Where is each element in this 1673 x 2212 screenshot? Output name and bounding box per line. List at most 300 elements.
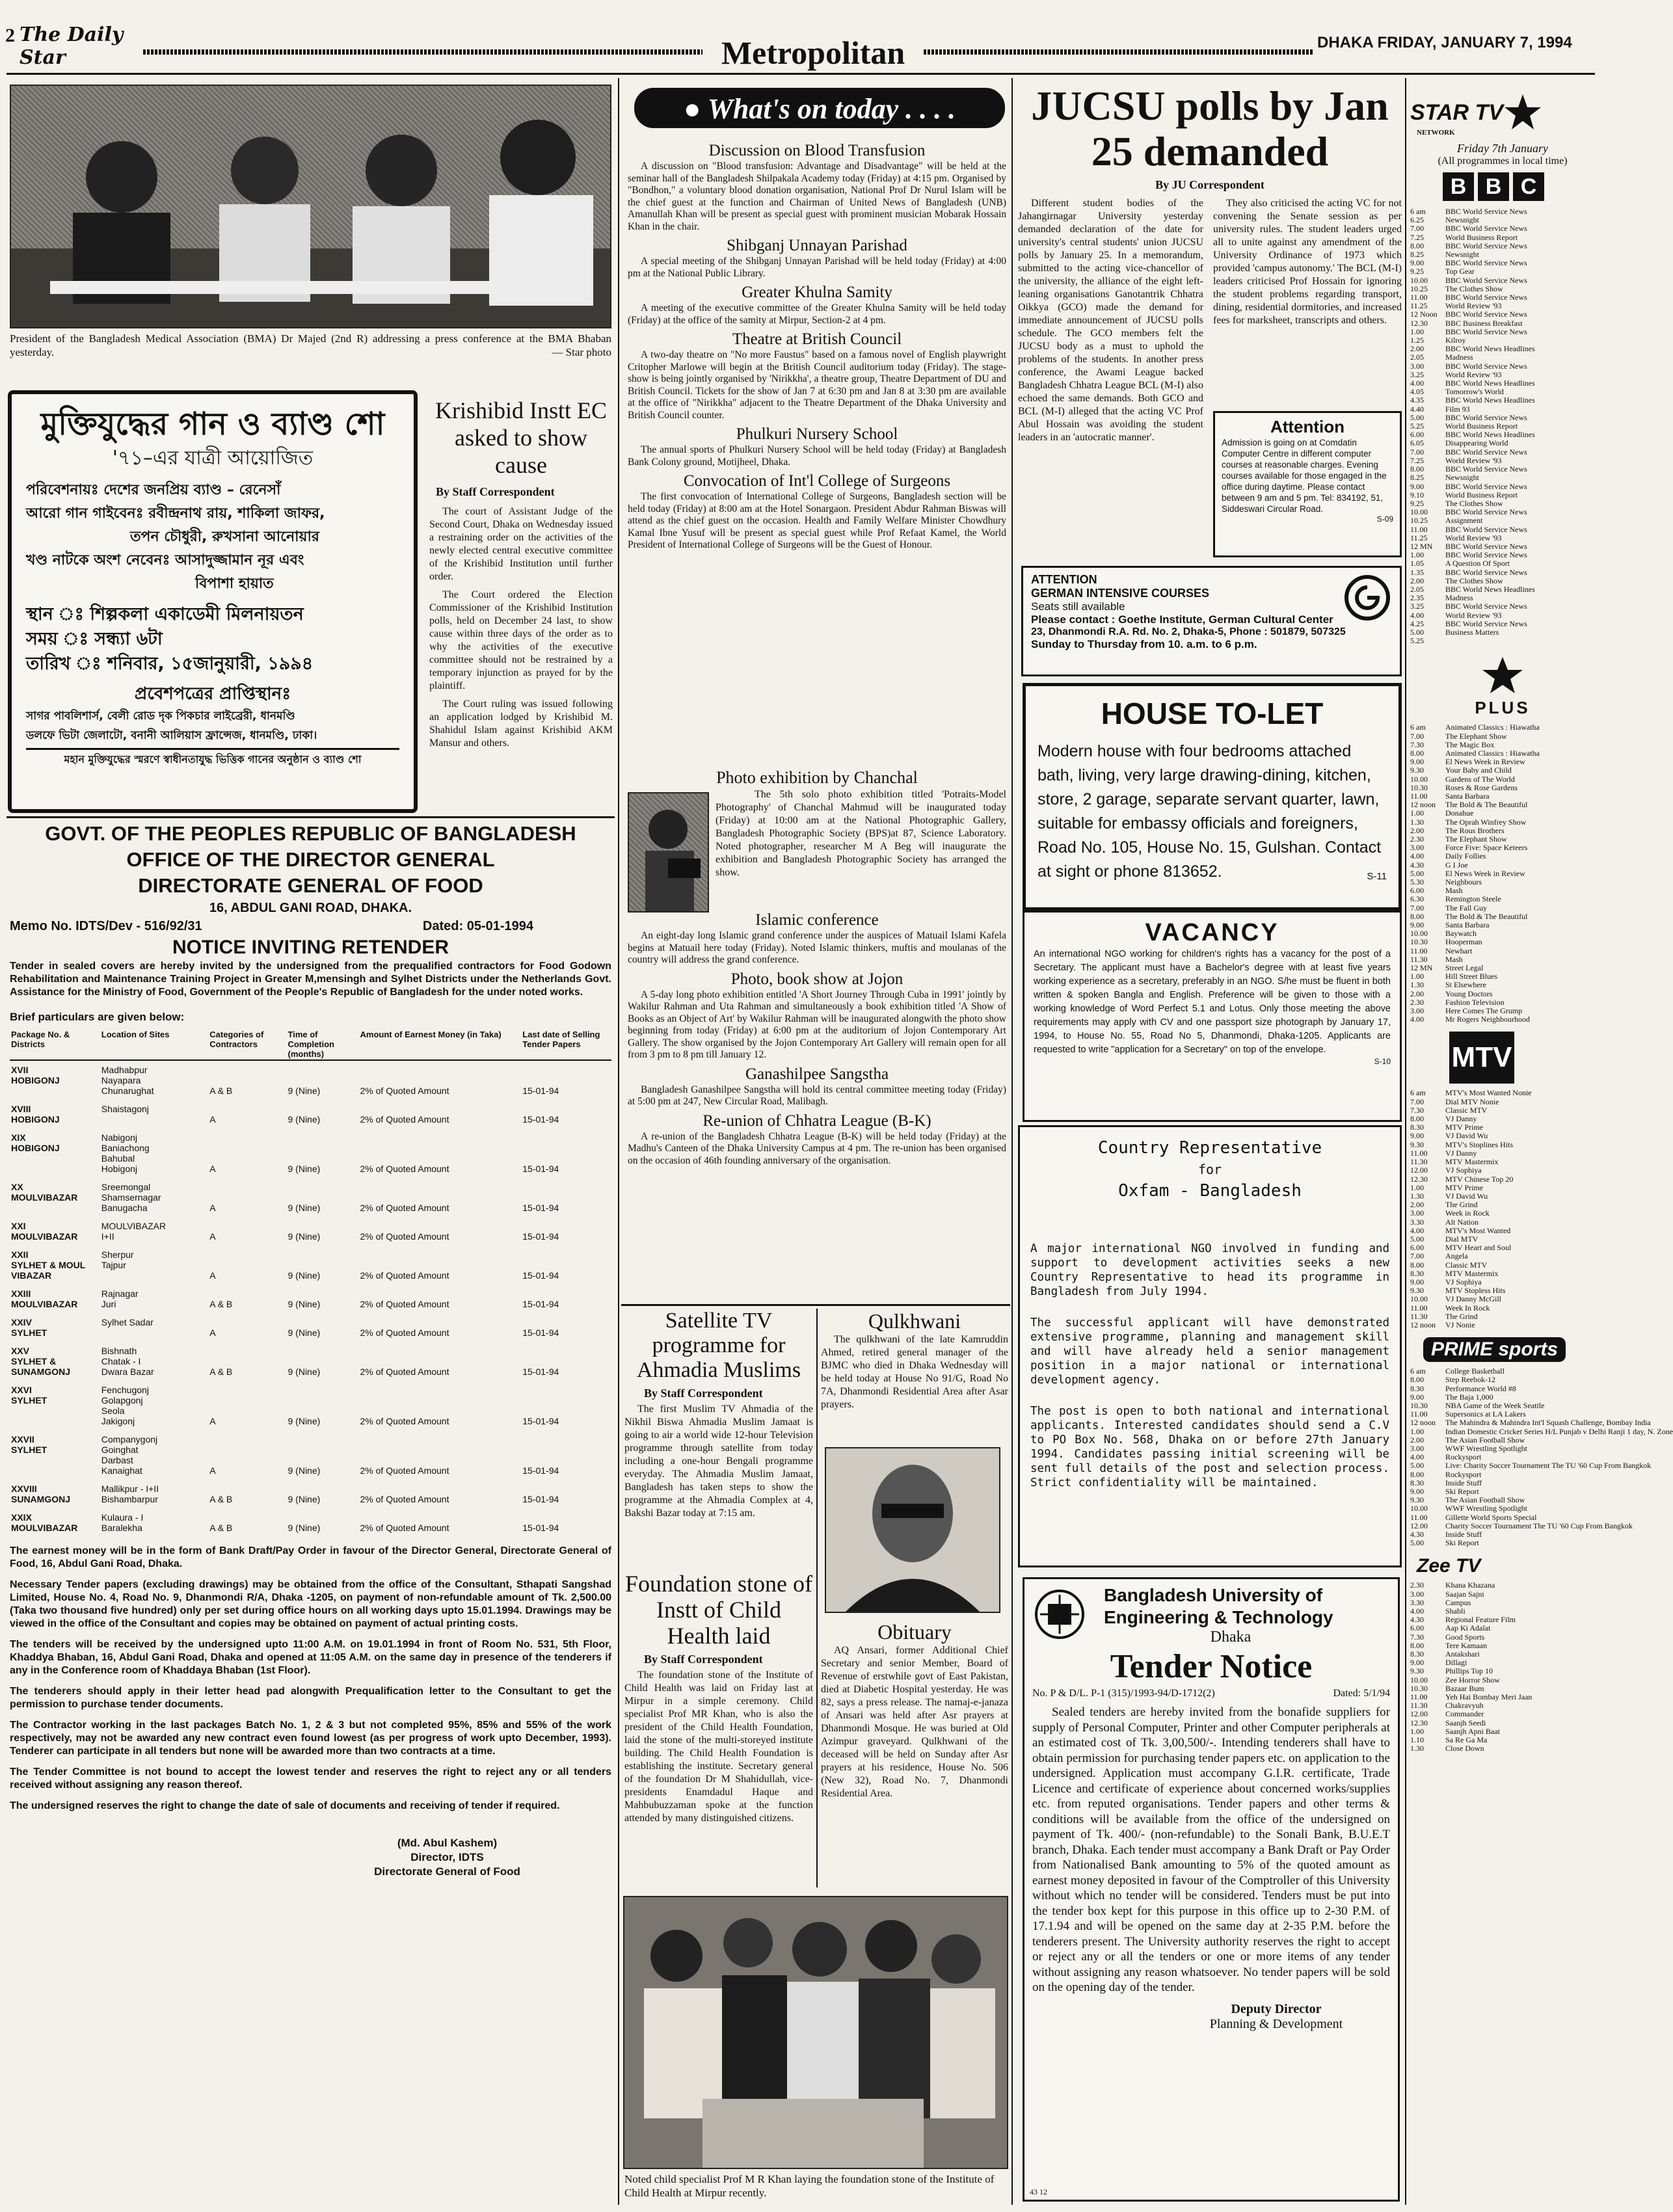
- chanchal-portrait-photo: [628, 792, 709, 913]
- notice-ref: No. P & D/L. P-1 (315)/1993-94/D-1712(2): [1032, 1688, 1215, 1699]
- signatory-title: Deputy Director: [1231, 2001, 1322, 2016]
- ad-footer: মহান মুক্তিযুদ্ধের স্মরণে স্বাধীনতাযুদ্ধ ভিত্তিক গানের অনুষ্ঠান ও ব্যাণ্ড শো: [64, 753, 362, 766]
- tv-programme: The Grind: [1445, 1311, 1478, 1321]
- ad-line: Seats still available: [1031, 600, 1125, 613]
- article-paragraph: They also criticised the acting VC for not convening the Senate session as per university rules. The student leaders urged all to unite against any amendment of the University Ordinance of 1973 which provided 'campus autonomy.' The BCL (M-I) leaders criticised Prof Hossain for ignoring the student problems regarding transport, dining, residential dormitories, and increased fees for marksheet, transcripts and others.: [1213, 198, 1402, 326]
- tv-programme: Week in Rock: [1445, 1208, 1490, 1218]
- article-byline: By Staff Correspondent: [644, 1653, 763, 1666]
- tv-time: 6.05: [1410, 438, 1424, 448]
- tv-time: 8.00: [1410, 1640, 1424, 1650]
- table-cell: A: [209, 1231, 216, 1242]
- tv-time: 1.00: [1410, 1726, 1424, 1736]
- tender-packages-table: [10, 1029, 611, 1537]
- tv-programme: BBC World Service News: [1445, 241, 1527, 250]
- tv-time: 7.00: [1410, 731, 1424, 741]
- tv-time: 8.25: [1410, 473, 1424, 483]
- tv-schedule-row: [1410, 818, 1595, 827]
- tv-time: 1.00: [1410, 972, 1424, 981]
- tv-programme: Newhart: [1445, 946, 1473, 955]
- tender-note: Necessary Tender papers (excluding drawings) may be obtained from the office of the Consultant, Sthapati Sangshad Limited, House No. 4, Road No. 9, Dhanmondi R/A, Dhaka -1205, on payment of non-refundable amount of Tk. 2,500.00 (Taka two thousand five hundred) only per set during office hours on all working days upto 15.01.1994. Drawings may be viewed in the office of the Consultant and copies may be obtained on payment of actual printing costs.: [10, 1579, 611, 1629]
- tv-schedule-row: [1410, 1599, 1595, 1607]
- house-to-let-ad: [1023, 683, 1402, 911]
- tv-programme: Kilroy: [1445, 336, 1466, 345]
- tv-schedule-row: [1410, 439, 1595, 447]
- tv-programme: BBC World Service News: [1445, 326, 1527, 336]
- tv-time: 6.30: [1410, 894, 1424, 904]
- tv-schedule-row: [1410, 1530, 1595, 1539]
- tv-programme: Charity Soccer Tournament The TU '60 Cup From Bangkok: [1445, 1521, 1633, 1530]
- tv-time: 8.00: [1410, 1114, 1424, 1124]
- tv-schedule-row: [1410, 1175, 1595, 1184]
- table-cell: XXV SYLHET & SUNAMGONJ: [11, 1346, 71, 1377]
- tv-programme: BBC World News Headlines: [1445, 344, 1535, 354]
- tv-time: 7.25: [1410, 232, 1424, 242]
- tv-programme: Close Down: [1445, 1744, 1484, 1753]
- tv-schedule-row: [1410, 741, 1595, 749]
- table-cell: 9 (Nine): [288, 1494, 321, 1504]
- table-cell: 9 (Nine): [288, 1523, 321, 1533]
- table-cell: XXIX MOULVIBAZAR: [11, 1512, 78, 1533]
- table-cell: 9 (Nine): [288, 1086, 321, 1096]
- tv-schedule-row: [1410, 1261, 1595, 1270]
- zee-logo: Zee TV: [1417, 1555, 1481, 1577]
- listing-heading: Convocation of Int'l College of Surgeons: [683, 472, 951, 490]
- tv-time: 1.30: [1410, 1744, 1424, 1753]
- tv-programme: Aap Ki Adalat: [1445, 1623, 1491, 1633]
- tv-schedule-row: [1410, 242, 1595, 250]
- ad-title: মুক্তিযুদ্ধের গান ও ব্যাণ্ড শো: [40, 406, 385, 442]
- ansari-portrait-photo: [825, 1447, 1000, 1613]
- tv-time: 2.00: [1410, 1200, 1424, 1210]
- tv-time: 3.25: [1410, 602, 1424, 611]
- tv-time: 12.30: [1410, 1174, 1428, 1184]
- tv-schedule-row: [1410, 809, 1595, 818]
- tv-programme: The Elephant Show: [1445, 834, 1507, 844]
- tv-time: 1.30: [1410, 1191, 1424, 1201]
- ad-line: পরিবেশনায়ঃ দেশের জনপ্রিয় ব্যাণ্ড – রেনেসাঁ: [26, 482, 281, 498]
- tv-schedule-row: [1410, 1184, 1595, 1192]
- table-cell: 15-01-94: [522, 1231, 559, 1242]
- tv-programme: World Review '93: [1445, 369, 1502, 379]
- tv-schedule-row: [1410, 473, 1595, 482]
- tv-programme: BBC World Service News: [1445, 481, 1527, 491]
- table-row: [10, 1285, 611, 1313]
- listing-heading: Discussion on Blood Transfusion: [708, 142, 926, 159]
- listing-heading: Theatre at British Council: [732, 330, 902, 348]
- tv-schedule-row: [1410, 1393, 1595, 1402]
- tv-programme: Live: Charity Soccer Tournament The TU '60 Cup From Bangkok: [1445, 1461, 1652, 1471]
- tv-time: 6.00: [1410, 1243, 1424, 1253]
- ad-line: ATTENTION: [1031, 573, 1097, 586]
- table-row: [10, 1480, 611, 1508]
- tv-schedule-row: [1410, 448, 1595, 457]
- tv-programme: MTV's Most Wanted: [1445, 1225, 1511, 1235]
- star-icon: [1480, 656, 1525, 695]
- table-row: [10, 1178, 611, 1217]
- tv-schedule-row: [1410, 955, 1595, 964]
- table-cell: 9 (Nine): [288, 1327, 321, 1338]
- tv-schedule-row: [1410, 516, 1595, 525]
- tv-programme: St Elsewhere: [1445, 980, 1486, 990]
- table-row: [10, 1508, 611, 1537]
- table-cell: XXII SYLHET & MOUL VIBAZAR: [11, 1249, 86, 1281]
- mtv-logo: MTV: [1449, 1032, 1514, 1084]
- plus-schedule: [1410, 723, 1595, 1024]
- tv-programme: Classic MTV: [1445, 1105, 1488, 1115]
- tv-time: 5.30: [1410, 877, 1424, 887]
- tv-schedule-row: [1410, 1418, 1651, 1428]
- tv-schedule-row: [1410, 224, 1595, 233]
- tv-schedule-row: [1410, 1445, 1595, 1453]
- listing-text: A two-day theatre on "No more Faustus" based on a famous novel of English playwright Critopher Marlowe will begin at the British Council auditorium today (Friday). The stage-show is being jointly organised by 'Nirikkha', a theatre group, Theatre Department of DU and British Council. Tickets for the show of Jan 7 at 6:30 pm and Jan 8 at 3:30 pm are available at the office of "Nirikkha" adjacent to the Theatre Department of the Dhaka University and British Council counter.: [628, 349, 1006, 421]
- tv-time: 6 am: [1410, 207, 1426, 216]
- satellite-tv-article: [624, 1309, 813, 1523]
- table-cell: XIX HOBIGONJ: [11, 1132, 60, 1153]
- foundation-stone-photo: [623, 1896, 1008, 2169]
- tv-programme: G I Joe: [1445, 860, 1468, 870]
- person-portrait-icon: [826, 1448, 999, 1612]
- tv-schedule-row: [1410, 1244, 1595, 1252]
- table-cell: XVII HOBIGONJ: [11, 1065, 60, 1086]
- tv-programme: MTV Prime: [1445, 1123, 1484, 1132]
- page-number: 2: [5, 25, 15, 46]
- tv-programme: Santa Barbara: [1445, 791, 1490, 801]
- tv-time: 6 am: [1410, 1088, 1426, 1098]
- tv-schedule-row: [1410, 1192, 1595, 1201]
- tv-time: 1.10: [1410, 1735, 1424, 1745]
- tv-date: Friday 7th January: [1457, 142, 1548, 155]
- tv-programme: World Review '93: [1445, 455, 1502, 465]
- tv-time: 11.00: [1410, 791, 1428, 801]
- tv-time: 9.10: [1410, 490, 1424, 500]
- person-portrait-icon: [629, 793, 708, 911]
- table-cell: A: [209, 1270, 216, 1281]
- tv-time: 11.00: [1410, 1303, 1428, 1313]
- tv-programme: Shabli: [1445, 1606, 1466, 1616]
- tv-schedule-row: [1410, 972, 1595, 981]
- tv-programme: Street Legal: [1445, 963, 1484, 973]
- tv-schedule-row: [1410, 620, 1595, 628]
- tender-date: Dated: 05-01-1994: [422, 919, 533, 933]
- table-row: [10, 1430, 611, 1480]
- tender-org: GOVT. OF THE PEOPLES REPUBLIC OF BANGLADESH: [45, 822, 576, 845]
- ad-code: S-09: [1376, 514, 1393, 524]
- tv-schedule-row: [1410, 1158, 1595, 1166]
- tv-programme: MTV Prime: [1445, 1182, 1484, 1192]
- masthead-right-rule: [924, 49, 1314, 55]
- tv-time: 8.00: [1410, 241, 1424, 250]
- table-cell: A: [209, 1164, 216, 1174]
- tv-programme: BBC World Service News: [1445, 602, 1527, 611]
- tv-programme: VJ Danny McGill: [1445, 1294, 1501, 1304]
- tv-time: 7.00: [1410, 224, 1424, 233]
- tv-time: 2.35: [1410, 593, 1424, 603]
- tv-schedule-row: [1410, 319, 1595, 328]
- tv-schedule-row: [1410, 852, 1595, 860]
- tv-schedule-row: [1410, 328, 1595, 336]
- tv-time: 10.00: [1410, 1504, 1428, 1513]
- mtv-schedule: [1410, 1089, 1595, 1329]
- whats-on-more-listings: [628, 907, 1006, 1298]
- tv-programme: MTV Stopless Hits: [1445, 1286, 1506, 1296]
- ad-line: খণ্ড নাটকে অংশ নেবেনঃ আসাদুজ্জামান নূর এবং: [26, 552, 304, 568]
- table-cell: 15-01-94: [522, 1164, 559, 1174]
- tv-time: 3.00: [1410, 1006, 1424, 1016]
- column-rule-2: [1011, 78, 1013, 2205]
- tv-schedule-row: [1410, 491, 1595, 500]
- tv-programme: The Bold & The Beautiful: [1445, 800, 1528, 810]
- article-headline: Foundation stone of Instt of Child Health laid: [625, 1571, 812, 1649]
- table-cell: 9 (Nine): [288, 1114, 321, 1125]
- tv-schedule-row: [1410, 1304, 1595, 1313]
- ad-text: Modern house with four bedrooms attached bath, living, very large drawing-dining, kitchen, store, 2 garage, separate servant quarter, lawn, suitable for embassy officials and foreigners, Road No. 105, House No. 15, Gulshan. Contact at sight or phone 813652.: [1037, 742, 1382, 881]
- tv-programme: The Clothes Show: [1445, 576, 1503, 585]
- tv-schedule-row: [1410, 878, 1595, 886]
- tv-time: 2.05: [1410, 584, 1424, 594]
- ad-code: S-11: [1367, 871, 1387, 882]
- tv-time: 11.30: [1410, 954, 1428, 964]
- tv-time: 6 am: [1410, 723, 1426, 732]
- table-cell: XXIV SYLHET: [11, 1317, 47, 1338]
- table-cell: 9 (Nine): [288, 1270, 321, 1281]
- table-header-cell: Categories of Contractors: [208, 1029, 286, 1060]
- tv-programme: Regional Feature Film: [1445, 1615, 1516, 1625]
- tv-time: 11.00: [1410, 1148, 1428, 1158]
- tv-schedule-row: [1410, 1650, 1595, 1659]
- tv-schedule-row: [1410, 465, 1595, 473]
- masthead-left-rule: [143, 49, 703, 55]
- prime-logo: PRIME sports: [1423, 1337, 1566, 1362]
- tv-time: 5.00: [1410, 412, 1424, 422]
- tv-schedule-row: [1410, 723, 1595, 732]
- tv-time: 3.00: [1410, 1443, 1424, 1453]
- tv-time: 8.30: [1410, 1649, 1424, 1659]
- article-paragraph: AQ Ansari, former Additional Chief Secretary and senior Member, Board of Revenue of erstwhile govt of East Pakistan, died at Diabetic Hospital yesterday. He was 82, says a press release. The namaj-e-janaza of Ansari was held after Asr prayers at Dhanmondi Mosque. He was buried at Old Azimpur graveyard. Qulkhwani of the deceased will be held on Sunday after Asr prayers at his residence, House No. 506 (New 32), Road No. 7, Dhanmondi Residential Area.: [821, 1645, 1008, 1799]
- tv-programme: Saanjh Seedi: [1445, 1718, 1486, 1727]
- zee-schedule: [1410, 1581, 1595, 1753]
- article-byline: By Staff Correspondent: [644, 1387, 763, 1400]
- tv-schedule-row: [1410, 637, 1595, 645]
- table-cell: Mallikpur - I+II Bishambarpur: [101, 1484, 159, 1504]
- bma-caption: President of the Bangladesh Medical Association (BMA) Dr Majed (2nd R) addressing a press conference at the BMA Bhaban yesterday. — Star photo: [10, 332, 611, 358]
- tv-schedule-row: [1410, 1123, 1595, 1132]
- tv-time: 1.30: [1410, 817, 1424, 827]
- tv-time: 4.30: [1410, 1615, 1424, 1625]
- tender-memo: Memo No. IDTS/Dev - 516/92/31: [10, 919, 202, 933]
- tv-programme: Dial MTV: [1445, 1234, 1479, 1244]
- tv-time: 8.00: [1410, 1260, 1424, 1270]
- tv-programme: MTV Heart and Soul: [1445, 1243, 1512, 1253]
- table-cell: 2% of Quoted Amount: [360, 1203, 449, 1213]
- tv-programme: BBC World News Headlines: [1445, 379, 1535, 388]
- tv-time: 2.00: [1410, 576, 1424, 585]
- tv-schedule-row: [1410, 611, 1595, 620]
- table-cell: 2% of Quoted Amount: [360, 1231, 449, 1242]
- tv-programme: Santa Barbara: [1445, 920, 1490, 930]
- tv-schedule-row: [1410, 1015, 1595, 1024]
- tv-programme: WWF Wrestling Spotlight: [1445, 1504, 1527, 1513]
- tv-schedule-row: [1410, 526, 1595, 534]
- signatory-department: Planning & Development: [1209, 2016, 1343, 2031]
- tv-time: 11.30: [1410, 1157, 1428, 1167]
- tv-schedule-row: [1410, 293, 1595, 302]
- tv-programme: Assignment: [1445, 516, 1483, 526]
- table-cell: 2% of Quoted Amount: [360, 1164, 449, 1174]
- tv-programme: A Question Of Sport: [1445, 559, 1510, 568]
- article-headline: JUCSU polls by Jan 25 demanded: [1031, 83, 1389, 174]
- tv-time: 3.00: [1410, 1589, 1424, 1599]
- tv-programme: MTV Chinese Top 20: [1445, 1174, 1514, 1184]
- table-cell: 2% of Quoted Amount: [360, 1523, 449, 1533]
- tv-programme: The Clothes Show: [1445, 284, 1503, 293]
- tender-note: The Contractor working in the last packages Batch No. 1, 2 & 3 but not completed 95%, 85% and 55% of the work respectively, may not be awarded any new contract even found lowest (as per progress of work upto December, 1993). Tenderer can participate in all tenders but none will be awarded more than two contracts at a time.: [10, 1720, 611, 1757]
- tv-time: 8.00: [1410, 1375, 1424, 1385]
- table-row: [10, 1217, 611, 1246]
- tv-schedule-row: [1410, 1471, 1595, 1479]
- table-cell: A: [209, 1416, 216, 1426]
- tv-programme: Hooperman: [1445, 937, 1482, 947]
- tv-programme: The Bold & The Beautiful: [1445, 911, 1528, 921]
- table-cell: A & B: [209, 1523, 233, 1533]
- tv-programme: Antakshari: [1445, 1649, 1480, 1659]
- tv-time: 9.00: [1410, 1658, 1424, 1668]
- table-row: [10, 1381, 611, 1430]
- tv-time: 7.00: [1410, 1251, 1424, 1261]
- tv-schedule-row: [1410, 396, 1595, 405]
- tv-schedule-row: [1410, 1270, 1595, 1278]
- tv-schedule-row: [1410, 585, 1595, 594]
- table-cell: 2% of Quoted Amount: [360, 1416, 449, 1426]
- crowd-scene-icon: [624, 1897, 1007, 2168]
- tv-time: 4.30: [1410, 1530, 1424, 1539]
- tv-schedule-row: [1410, 870, 1595, 878]
- tv-programme: Tomorrow's World: [1445, 387, 1504, 397]
- tv-programme: BBC World Service News: [1445, 258, 1527, 268]
- listing-heading: Re-union of Chhatra League (B-K): [703, 1112, 931, 1130]
- column-rule-3: [1405, 78, 1406, 2205]
- tv-schedule-row: [1410, 1166, 1595, 1175]
- tv-time: 7.30: [1410, 1105, 1424, 1115]
- tv-schedule-row: [1410, 990, 1595, 998]
- table-header-cell: Amount of Earnest Money (in Taka): [359, 1029, 522, 1060]
- tv-time: 3.00: [1410, 1208, 1424, 1218]
- qulkhwani-notice: [821, 1309, 1008, 1448]
- table-cell: XXVI SYLHET: [11, 1385, 47, 1406]
- tv-time: 12.00: [1410, 1166, 1428, 1175]
- tv-programme: The Asian Football Show: [1445, 1435, 1525, 1445]
- ad-code: 43 12: [1030, 2187, 1047, 2196]
- ad-line: তপন চৌধুরী, রুখসানা আনোয়ার: [130, 529, 319, 545]
- ad-text: The post is open to both national and international applicants. Interested candidates should send a C.V to PO Box No. 568, Dhaka on or before 27th January 1994. Candidates passing initial screening will be sent full details of the post and selection process. Strict confidentiality will be maintained.: [1030, 1405, 1389, 1489]
- tv-time: 3.30: [1410, 1217, 1424, 1227]
- tender-title: NOTICE INVITING RETENDER: [172, 937, 449, 958]
- tv-programme: The Clothes Show: [1445, 498, 1503, 508]
- tv-time: 9.00: [1410, 1277, 1424, 1286]
- tv-programme: Madness: [1445, 353, 1473, 362]
- tv-time: 9.30: [1410, 766, 1424, 775]
- table-cell: 2% of Quoted Amount: [360, 1465, 449, 1476]
- tv-programme: El News Week in Review: [1445, 868, 1525, 878]
- tv-programme: Rockysport: [1445, 1469, 1482, 1479]
- tv-schedule-row: [1410, 353, 1595, 362]
- article-paragraph: The qulkhwani of the late Kamruddin Ahmed, retired general manager of the BJMC who died in Dhaka Wednesday will be held today at House No 91/G, Road No 7A, Dhanmondi Residential Area after Asar prayers.: [821, 1334, 1008, 1410]
- tv-time: 9.00: [1410, 258, 1424, 268]
- tv-programme: World Business Report: [1445, 490, 1518, 500]
- tv-programme: Baywatch: [1445, 929, 1477, 939]
- article-paragraph: The Court ordered the Election Commissioner of the Krishibid Institution polls, held on December 24 last, to show cause within three days of the order as to why the activities of the executive committee should not be restrained by a temporary injunction as prayed for by the plaintiff.: [429, 589, 613, 691]
- tv-schedule-row: [1410, 1201, 1595, 1209]
- notice-title: Tender Notice: [1110, 1648, 1313, 1685]
- table-cell: XXI MOULVIBAZAR: [11, 1221, 78, 1242]
- dateline: DHAKA FRIDAY, JANUARY 7, 1994: [1317, 34, 1572, 51]
- tv-programme: Inside Stuff: [1445, 1478, 1482, 1487]
- tv-time: 4.00: [1410, 1606, 1424, 1616]
- table-cell: Companygonj Goinghat Darbast Kanaighat: [101, 1434, 158, 1476]
- tv-time: 11.00: [1410, 1692, 1428, 1702]
- plus-wordmark: PLUS: [1475, 698, 1531, 718]
- tv-schedule-row: [1410, 483, 1595, 491]
- listing-heading: Photo exhibition by Chanchal: [716, 768, 918, 787]
- tv-schedule-row: [1410, 1539, 1595, 1547]
- tv-time: 5.00: [1410, 868, 1424, 878]
- tv-programme: BBC World Service News: [1445, 275, 1527, 285]
- tv-time: 11.25: [1410, 301, 1428, 311]
- tv-programme: World Review '93: [1445, 533, 1502, 542]
- tv-schedule-row: [1410, 1209, 1595, 1218]
- article-paragraph: Different student bodies of the Jahangirnagar University yesterday demanded declaration of the date for university's central students' union JUCSU polls by January 25. In a memorandum, submitted to the acting vice-chancellor of the university, the alliance of the eight left-leaning organisations Ganotantrik Chhatra Oikkya (GCO) made the demand for immediate announcement of JUCSU polls schedule. The GCO members felt the JUCSU body as a must to uphold the problems of the students. In another press conference, the Awami League backed Bangladesh Chhatra League BCL (M-I) also echoed the same demands. Both GCO and BCL (M-I) alleged that the acting VC Prof Abul Hossain was avoiding the student leaders in an 'autocratic manner'.: [1018, 198, 1203, 443]
- tv-programme: VJ Sophiya: [1445, 1277, 1482, 1286]
- table-cell: 9 (Nine): [288, 1465, 321, 1476]
- tv-time: 1.30: [1410, 980, 1424, 990]
- table-cell: 2% of Quoted Amount: [360, 1299, 449, 1309]
- tv-schedule-row: [1410, 1693, 1595, 1701]
- tv-schedule-row: [1410, 1089, 1595, 1097]
- tv-schedule-row: [1410, 1624, 1595, 1632]
- table-cell: A & B: [209, 1494, 233, 1504]
- tv-schedule-row: [1410, 1098, 1595, 1106]
- bbc-letter-block: B: [1443, 172, 1474, 201]
- star-icon: [1503, 93, 1542, 132]
- tv-time: 12.00: [1410, 1709, 1428, 1719]
- tv-programme: Gardens of The World: [1445, 774, 1515, 784]
- listing-text: A special meeting of the Shibganj Unnayan Parishad will be held today (Friday) at 4:00 pm at the National Public Library.: [628, 256, 1006, 279]
- star-wordmark: STAR TV: [1410, 100, 1503, 125]
- ad-outlets: ডলফে ভিটা জেলাটো, বনানী আলিয়াস ফ্রান্সেজ, ধানমণ্ডি, ঢাকা।: [26, 726, 399, 750]
- tv-time: 2.30: [1410, 834, 1424, 844]
- ad-outlets: সাগর পাবলিশার্স, বেলী রোড দৃক পিকচার লাইব্রেরী, ধানমণ্ডি: [26, 710, 295, 723]
- tv-programme: Daily Follies: [1445, 851, 1486, 861]
- tv-programme: MTV's Most Wanted Nonie: [1445, 1088, 1532, 1098]
- tv-programme: Business Matters: [1445, 627, 1499, 637]
- tv-time: 12.00: [1410, 1521, 1428, 1530]
- tv-time: 7.00: [1410, 447, 1424, 457]
- table-cell: 15-01-94: [522, 1366, 559, 1377]
- tv-time: 4.00: [1410, 1225, 1424, 1235]
- tv-time: 8.30: [1410, 1478, 1424, 1487]
- tv-time: 12.30: [1410, 1718, 1428, 1727]
- whats-on-today-banner: ● What's on today . . . .: [634, 88, 1005, 128]
- tv-programme: MTV Mastermix: [1445, 1268, 1499, 1278]
- table-cell: XVIII HOBIGONJ: [11, 1104, 60, 1125]
- listing-heading: Ganashilpee Sangstha: [745, 1065, 889, 1083]
- tender-brief: Brief particulars are given below:: [10, 1011, 185, 1023]
- food-directorate-tender-notice: [10, 821, 611, 2200]
- tv-programme: The Rous Brothers: [1445, 825, 1505, 835]
- table-header-cell: Last date of Selling Tender Papers: [521, 1029, 611, 1060]
- table-cell: 15-01-94: [522, 1416, 559, 1426]
- tender-note: The earnest money will be in the form of Bank Draft/Pay Order in favour of the Director General, Directorate General of Food, 16, Abdul Gani Road, Dhaka.: [10, 1545, 611, 1569]
- listing-heading: Greater Khulna Samity: [742, 284, 892, 301]
